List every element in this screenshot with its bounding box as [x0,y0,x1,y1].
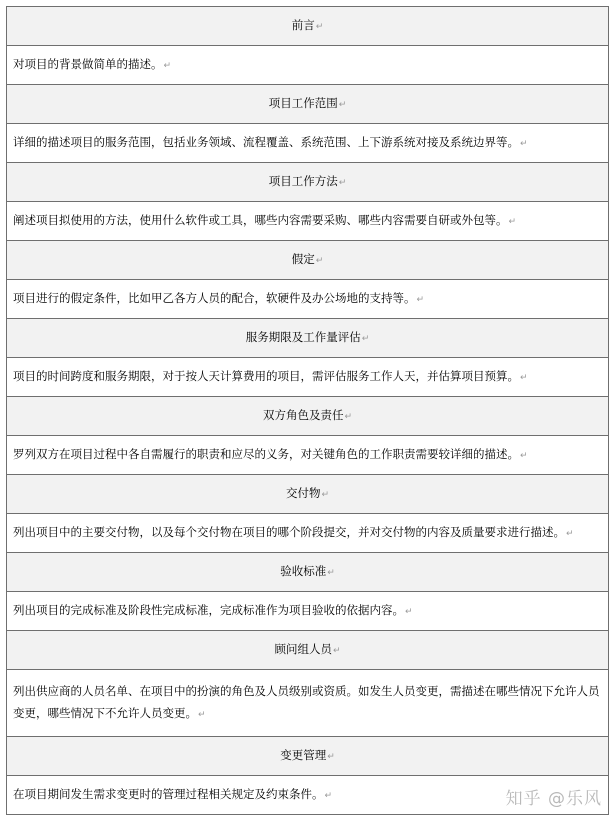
section-row-body [7,592,609,631]
section-body: 列出供应商的人员名单、在项目中的扮演的角色及人员级别或资质。如发生人员变更，需描述在哪些情况下允许人员变更，哪些情况下不允许人员变更。↵ [7,670,609,737]
section-row-body [7,358,609,397]
section-row-heading [7,241,609,280]
section-body: 列出项目中的主要交付物，以及每个交付物在项目的哪个阶段提交，并对交付物的内容及质量要求进行描述。↵ [7,514,609,553]
section-row-heading [7,85,609,124]
section-row-body [7,436,609,475]
section-row-body [7,202,609,241]
document-table [6,6,609,815]
section-body: 在项目期间发生需求变更时的管理过程相关规定及约束条件。↵ [7,776,609,815]
section-row-body [7,514,609,553]
section-row-body [7,670,609,737]
section-body: 对项目的背景做简单的描述。↵ [7,46,609,85]
section-row-body [7,280,609,319]
section-body: 项目的时间跨度和服务期限，对于按人天计算费用的项目，需评估服务工作人天，并估算项目预算。↵ [7,358,609,397]
section-row-heading [7,737,609,776]
section-row-heading [7,7,609,46]
section-body: 阐述项目拟使用的方法，使用什么软件或工具，哪些内容需要采购、哪些内容需要自研或外包等。↵ [7,202,609,241]
section-body: 详细的描述项目的服务范围，包括业务领域、流程覆盖、系统范围、上下游系统对接及系统边界等。↵ [7,124,609,163]
section-heading: 顾问组人员↵ [7,631,609,670]
section-heading: 项目工作范围↵ [7,85,609,124]
section-heading: 交付物↵ [7,475,609,514]
section-body: 列出项目的完成标准及阶段性完成标准，完成标准作为项目验收的依据内容。↵ [7,592,609,631]
section-row-heading [7,631,609,670]
section-heading: 假定↵ [7,241,609,280]
section-heading: 双方角色及责任↵ [7,397,609,436]
section-body: 项目进行的假定条件，比如甲乙各方人员的配合，软硬件及办公场地的支持等。↵ [7,280,609,319]
watermark: 知乎 @乐风 [505,789,602,809]
section-body: 罗列双方在项目过程中各自需履行的职责和应尽的义务，对关键角色的工作职责需要较详细的描述。↵ [7,436,609,475]
section-row-body [7,46,609,85]
section-row-heading [7,319,609,358]
section-heading: 服务期限及工作量评估↵ [7,319,609,358]
section-heading: 变更管理↵ [7,737,609,776]
section-row-heading [7,553,609,592]
section-row-heading [7,475,609,514]
section-row-heading [7,397,609,436]
section-row-body [7,124,609,163]
section-heading: 项目工作方法↵ [7,163,609,202]
section-row-heading [7,163,609,202]
section-heading: 前言↵ [7,7,609,46]
section-heading: 验收标准↵ [7,553,609,592]
